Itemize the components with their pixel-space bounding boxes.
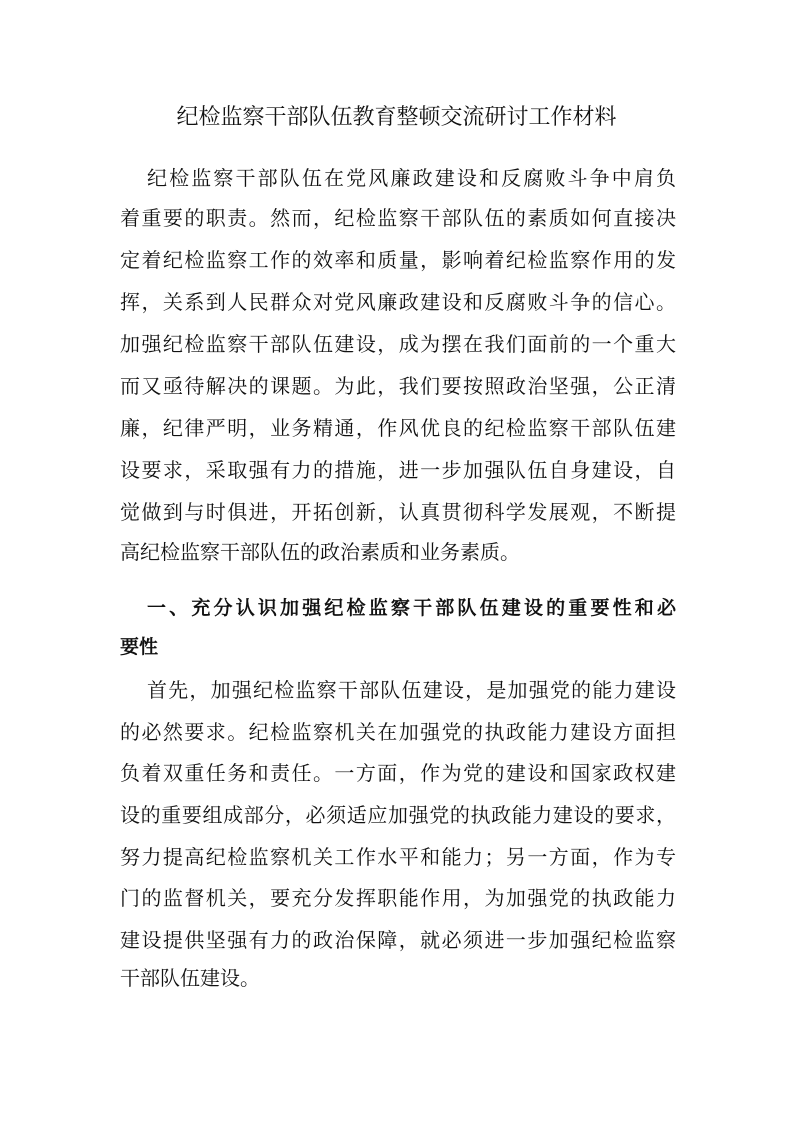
text-line: 设的重要组成部分，必须适应加强党的执政能力建设的要求， [120, 803, 676, 827]
text-line: 设要求，采取强有力的措施，进一步加强队伍自身建设，自 [120, 458, 676, 482]
text-line: 着重要的职责。然而，纪检监察干部队伍的素质如何直接决 [120, 206, 676, 230]
text-line: 负着双重任务和责任。一方面，作为党的建设和国家政权建 [120, 761, 676, 785]
text-line: 建设提供坚强有力的政治保障，就必须进一步加强纪检监察 [120, 928, 676, 952]
text-line: 定着纪检监察工作的效率和质量，影响着纪检监察作用的发 [120, 248, 676, 272]
text-line: 的必然要求。纪检监察机关在加强党的执政能力建设方面担 [120, 720, 676, 744]
text-line: 纪检监察干部队伍在党风廉政建设和反腐败斗争中肩负 [147, 166, 676, 190]
text-line: 挥，关系到人民群众对党风廉政建设和反腐败斗争的信心。 [120, 290, 676, 314]
text-line: 而又亟待解决的课题。为此，我们要按照政治坚强，公正清 [120, 374, 676, 398]
text-line: 干部队伍建设。 [120, 966, 260, 990]
heading-line: 一、充分认识加强纪检监察干部队伍建设的重要性和必 [147, 597, 676, 619]
text-line: 努力提高纪检监察机关工作水平和能力；另一方面，作为专 [120, 845, 676, 869]
text-line: 门的监督机关，要充分发挥职能作用，为加强党的执政能力 [120, 886, 676, 910]
text-line: 首先，加强纪检监察干部队伍建设，是加强党的能力建设 [147, 678, 676, 702]
text-line: 高纪检监察干部队伍的政治素质和业务素质。 [120, 540, 520, 564]
text-line: 廉，纪律严明，业务精通，作风优良的纪检监察干部队伍建 [120, 416, 676, 440]
document-title: 纪检监察干部队伍教育整顿交流研讨工作材料 [176, 105, 617, 130]
text-line: 觉做到与时俱进，开拓创新，认真贯彻科学发展观，不断提 [120, 500, 676, 524]
heading-line: 要性 [120, 636, 159, 658]
text-line: 加强纪检监察干部队伍建设，成为摆在我们面前的一个重大 [120, 332, 676, 356]
